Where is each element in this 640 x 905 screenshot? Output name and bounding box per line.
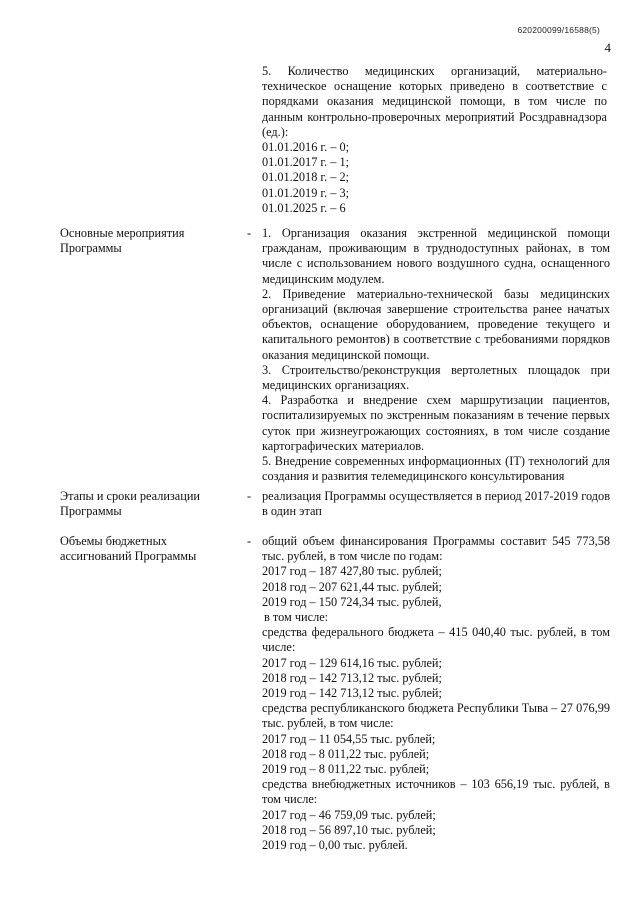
stages-content xyxy=(262,489,610,519)
budget-year-line: 2019 год – 142 713,12 тыс. рублей; xyxy=(262,686,442,701)
intro-value: 01.01.2025 г. – 6 xyxy=(262,200,346,215)
budget-total: общий объем финансирования Программы составит 545 773,58 тыс. рублей, в том числе по годам: xyxy=(262,534,610,564)
measures-content xyxy=(262,226,610,484)
budget-year-line: 2019 год – 8 011,22 тыс. рублей; xyxy=(262,762,430,777)
budget-year-line: 2017 год – 129 614,16 тыс. рублей; xyxy=(262,655,442,670)
budget-year-line: 2019 год – 150 724,34 тыс. рублей, xyxy=(262,594,442,609)
budget-content xyxy=(262,534,610,853)
stages-label: Этапы и сроки реализации Программы xyxy=(60,489,200,519)
measure-item: 2. Приведение материально-технической базы медицинских организаций (включая завершение строительства ранее начатых объектов, оснащение оборудованием, проведение текущего и капитального ремонтов) в соответствие с требованиями порядков оказания медицинской помощи. xyxy=(262,286,610,362)
budget-year-line: 2019 год – 0,00 тыс. рублей. xyxy=(262,838,408,853)
budget-year-line: 2017 год – 187 427,80 тыс. рублей; xyxy=(262,564,442,579)
budget-year-line: 2018 год – 207 621,44 тыс. рублей; xyxy=(262,579,442,594)
budget-label: Объемы бюджетных ассигнований Программы xyxy=(60,534,197,564)
budget-year-line: 2017 год – 46 759,09 тыс. рублей; xyxy=(262,807,436,822)
measure-item: 4. Разработка и внедрение схем маршрутизации пациентов, госпитализируемых по экстренным показаниям в течение первых суток при жизнеугрожающих состояниях, в том числе создание картографических материалов. xyxy=(262,393,610,453)
budget-year-line: 2018 год – 56 897,10 тыс. рублей; xyxy=(262,822,436,837)
dash: - xyxy=(247,226,252,240)
measure-item: 1. Организация оказания экстренной медицинской помощи гражданам, проживающим в труднодоступных районах, в том числе с использованием нового воздушного судна, оснащенного медицинским модулем. xyxy=(262,226,610,286)
intro-block xyxy=(262,64,607,216)
intro-value: 01.01.2019 г. – 3; xyxy=(262,185,350,200)
budget-year-line: 2017 год – 11 054,55 тыс. рублей; xyxy=(262,731,436,746)
intro-value: 01.01.2017 г. – 1; xyxy=(262,155,350,170)
document-id: 620200099/16588(5) xyxy=(517,25,600,35)
budget-extrabudget: средства внебюджетных источников – 103 656,19 тыс. рублей, в том числе: xyxy=(262,777,610,807)
budget-year-line: 2018 год – 8 011,22 тыс. рублей; xyxy=(262,746,430,761)
dash: - xyxy=(247,534,252,548)
budget-year-line: 2018 год – 142 713,12 тыс. рублей; xyxy=(262,670,442,685)
intro-value: 01.01.2016 г. – 0; xyxy=(262,140,350,155)
measure-item: 5. Внедрение современных информационных (IT) технологий для создания и развития телемедицинского консультирования xyxy=(262,454,610,484)
measure-item: 3. Строительство/реконструкция вертолетных площадок при медицинских организациях. xyxy=(262,362,610,393)
budget-federal: средства федерального бюджета – 415 040,40 тыс. рублей, в том числе: xyxy=(262,625,610,655)
intro-value: 01.01.2018 г. – 2; xyxy=(262,170,350,185)
budget-republic: средства республиканского бюджета Республики Тыва – 27 076,99 тыс. рублей, в том числе: xyxy=(262,701,610,731)
measures-label: Основные мероприятия Программы xyxy=(60,226,185,256)
intro-paragraph: 5. Количество медицинских организаций, материально-техническое оснащение которых приведено в соответствие с порядками оказания медицинской помощи, в том числе по данным контрольно-проверочных мероприятий Росздравнадзора (ед.): xyxy=(262,64,607,139)
page-number: 4 xyxy=(604,40,611,55)
stages-text: реализация Программы осуществляется в период 2017-2019 годов в один этап xyxy=(262,489,610,519)
budget-including: в том числе: xyxy=(264,610,329,625)
dash: - xyxy=(247,489,252,503)
